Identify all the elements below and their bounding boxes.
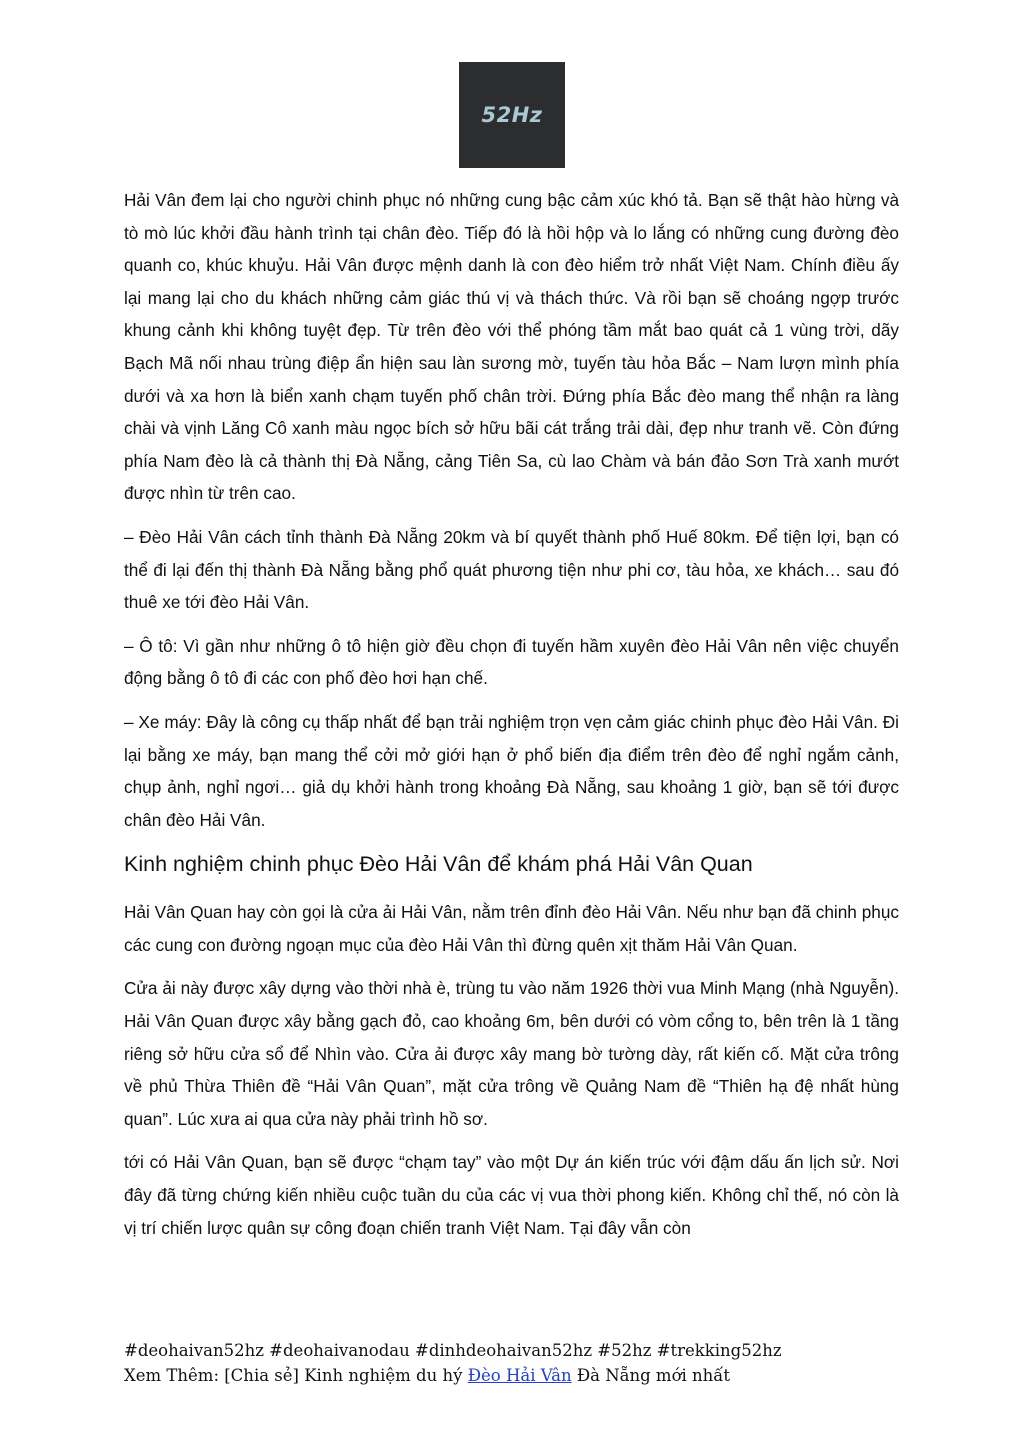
see-more-suffix: Đà Nẵng mới nhất [571, 1366, 731, 1385]
paragraph-hai-van-quan: Hải Vân Quan hay còn gọi là cửa ải Hải Vân, nằm trên đỉnh đèo Hải Vân. Nếu như bạn đã chinh phục các cung con đường ngoạn mục của đèo Hải Vân thì đừng quên xịt thăm Hải Vân Quan. [124, 902, 899, 955]
see-more-prefix: Xem Thêm: [Chia sẻ] Kinh nghiệm du hý [124, 1366, 468, 1385]
footer [124, 1338, 904, 1388]
section-heading: Kinh nghiệm chinh phục Đèo Hải Vân để khám phá Hải Vân Quan [124, 852, 753, 877]
logo-text: 52Hz [481, 103, 543, 127]
paragraph-distance: – Đèo Hải Vân cách tỉnh thành Đà Nẵng 20km và bí quyết thành phố Huế 80km. Để tiện lợi, bạn có thể đi lại đến thị thành Đà Nẵng bằng phổ quát phương tiện như phi cơ, tàu hỏa, xe khách… sau đó thuê xe tới đèo Hải Vân. [124, 526, 899, 613]
footer-hashtags: #deohaivan52hz #deohaivanodau #dinhdeohaivan52hz #52hz #trekking52hz [124, 1341, 782, 1360]
paragraph-history: Cửa ải này được xây dựng vào thời nhà è, trùng tu vào năm 1926 thời vua Minh Mạng (nhà Nguyễn). Hải Vân Quan được xây bằng gạch đỏ, cao khoảng 6m, bên dưới có vòm cổng to, bên trên là 1 tầng riêng sở hữu cửa sổ để Nhìn vào. Cửa ải được xây mang bờ tường dày, rất kiến cố. Mặt cửa trông về phủ Thừa Thiên đề “Hải Vân Quan”, mặt cửa trông về Quảng Nam đề “Thiên hạ đệ nhất hùng quan”. Lúc xưa ai qua cửa này phải trình hồ sơ. [124, 978, 899, 1129]
logo-52hz [459, 62, 565, 168]
footer-see-more [124, 1363, 904, 1388]
paragraph-motorbike: – Xe máy: Đây là công cụ thấp nhất để bạn trải nghiệm trọn vẹn cảm giác chinh phục đèo Hải Vân. Đi lại bằng xe máy, bạn mang thể cởi mở giới hạn ở phổ biến địa điểm trên đèo để nghỉ ngắm cảnh, chụp ảnh, nghỉ ngơi… giả dụ khởi hành trong khoảng Đà Nẵng, sau khoảng 1 giờ, bạn sẽ tới được chân đèo Hải Vân. [124, 711, 899, 830]
paragraph-visit: tới có Hải Vân Quan, bạn sẽ được “chạm tay” vào một Dự án kiến trúc với đậm dấu ấn lịch sử. Nơi đây đã từng chứng kiến nhiều cuộc tuần du của các vị vua thời phong kiến. Không chỉ thế, nó còn là vị trí chiến lược quân sự công đoạn chiến tranh Việt Nam. Tại đây vẫn còn [124, 1152, 899, 1238]
paragraph-intro: Hải Vân đem lại cho người chinh phục nó những cung bậc cảm xúc khó tả. Bạn sẽ thật hào hừng và tò mò lúc khởi đầu hành trình tại chân đèo. Tiếp đó là hồi hộp và lo lắng có những cung đường đèo quanh co, khúc khuỷu. Hải Vân được mệnh danh là con đèo hiểm trở nhất Việt Nam. Chính điều ấy lại mang lại cho du khách những cảm giác thú vị và thách thức. Và rồi bạn sẽ choáng ngợp trước khung cảnh khi không tuyệt đẹp. Từ trên đèo với thể phóng tầm mắt bao quát cả 1 vùng trời, dãy Bạch Mã nối nhau trùng điệp ẩn hiện sau làn sương mờ, tuyến tàu hỏa Bắc – Nam lượn mình phía dưới và xa hơn là biển xanh chạm tuyến phố chân trời. Đứng phía Bắc đèo mang thể nhận ra làng chài và vịnh Lăng Cô xanh màu ngọc bích sở hữu bãi cát trắng trải dài, đẹp như tranh vẽ. Còn đứng phía Nam đèo là cả thành thị Đà Nẵng, cảng Tiên Sa, cù lao Chàm và bán đảo Sơn Trà xanh mướt được nhìn từ trên cao. [124, 190, 899, 504]
paragraph-car: – Ô tô: Vì gần như những ô tô hiện giờ đều chọn đi tuyến hầm xuyên đèo Hải Vân nên việc chuyển động bằng ô tô đi các con phố đèo hơi hạn chế. [124, 635, 899, 689]
article-body [124, 184, 899, 1255]
see-more-link[interactable]: Đèo Hải Vân [467, 1366, 572, 1385]
